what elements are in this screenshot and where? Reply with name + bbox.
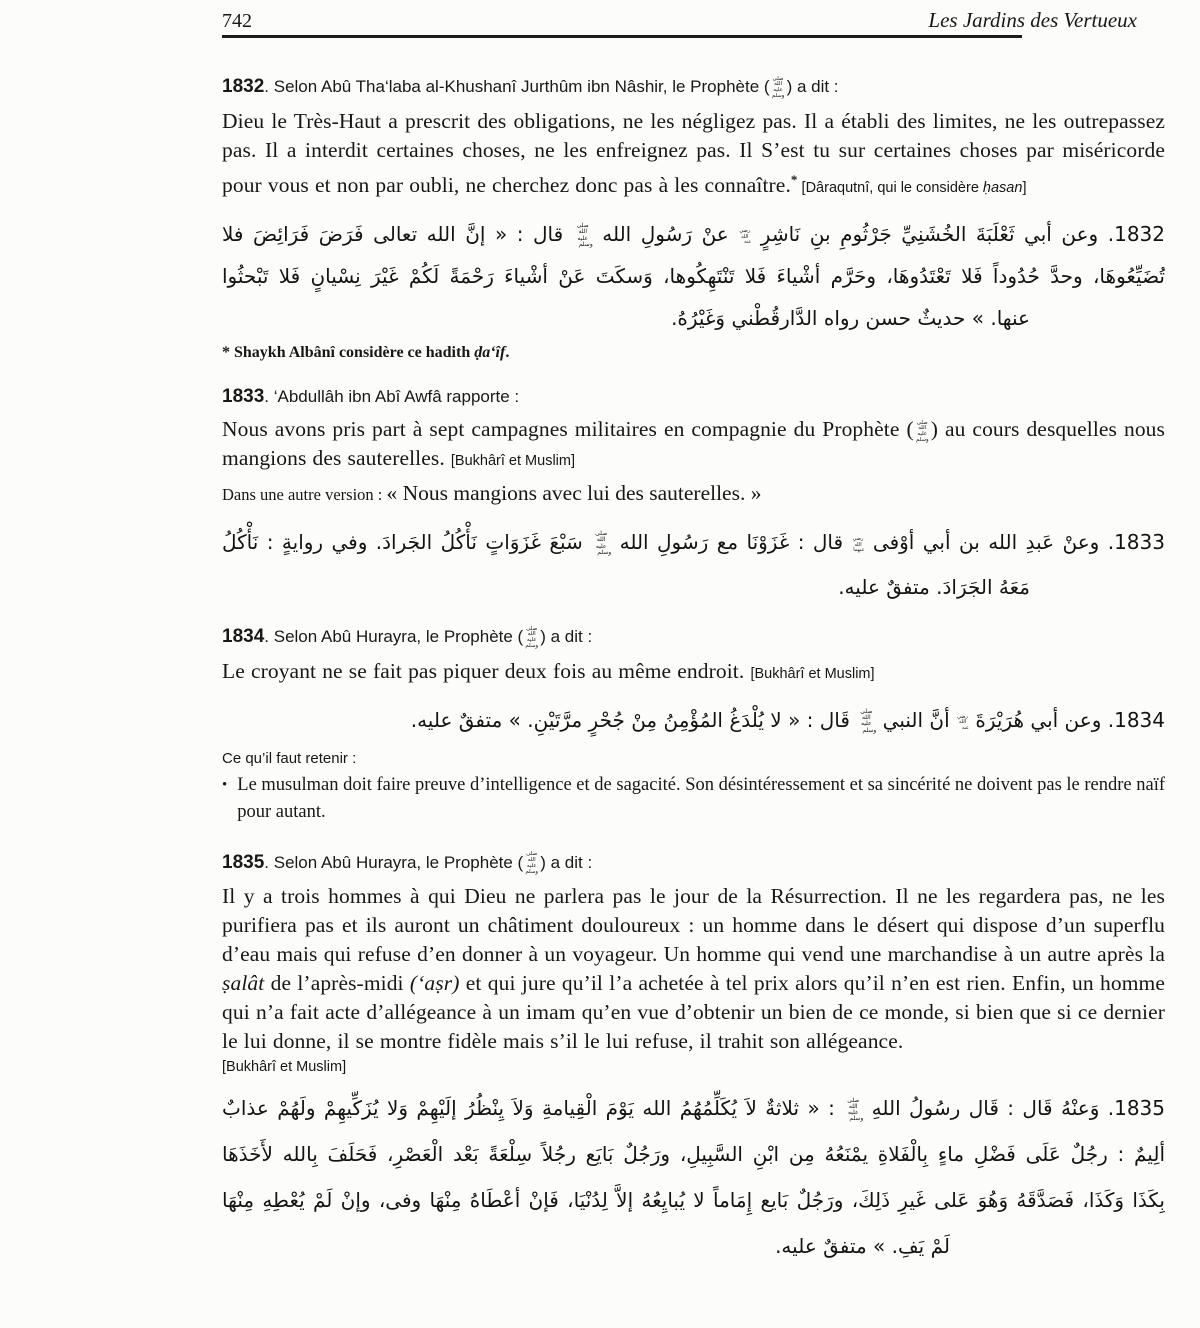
hadith-1832-number: 1832 [222,76,265,97]
radiallahu-anhu-icon: رضي الله عنه [739,228,752,245]
footnote-text: Shaykh Albânî considère ce hadith [234,343,475,361]
arabic-line [222,213,1165,255]
pbuh-calligraphy-icon: صلى الله عليه وسلم [576,222,593,248]
arabic-line [222,520,1165,565]
pbuh-calligraphy-icon: صلى الله عليه وسلم [525,851,539,875]
hadith-1835-number: 1835 [222,851,265,873]
hadith-1833-heading [222,386,1165,408]
radiallahu-anhuma-icon: رضي الله عنهما [852,536,865,553]
hadith-1835-heading [222,852,1165,876]
book-title: Les Jardins des Vertueux [928,8,1137,32]
hadith-1834-text: Le croyant ne se fait pas piquer deux fois au même endroit. [222,658,751,683]
hadith-1832-source: [Dâraqutnî, qui le considère [797,179,983,196]
arabic-text: أنَّ النبي [876,707,957,732]
pbuh-calligraphy-icon: صلى الله عليه وسلم [771,75,785,99]
footnote-reference-marker: * [790,171,798,187]
page-header [222,0,1165,33]
hadith-1833-text-end: ) au cours desquelles nous mangions des sauterelles. [222,416,1165,470]
salat-term: ṣalât [222,971,265,996]
arabic-text: بِكَذَا وَكَذَا، فَصَدَّقَهُ وَهُوَ عَلى غَيرِ ذَلِكَ، ورَجُلٌ بَايع إِمَاماً لا يُبايِعُهُ إلاَّ لِدُنْيَا، فَإنْ أعْطَاهُ مِنْهَا وفى، وإنْ لَمْ يُعْطِهِ مِنْهَا [222,1188,1165,1213]
radiallahu-anhu-icon: رضي الله عنه [957,714,970,731]
hadith-1833-arabic [222,520,1165,610]
arabic-text: ألِيمٌ : رجُلٌ عَلَى فَضْلِ ماءٍ بِالْفَلاةِ يمْنَعُهُ مِن ابْنِ السَّبِيلِ، ورَجُلٌ بَايَع رجُلاً سِلْعَةً بَعْد الْعَصْرِ، فَحَلَفَ بِالله لأَخَذَهَا [222,1142,1165,1167]
arabic-text: مَعَهُ الجَرَادَ. متفقٌ عليه. [838,574,1030,599]
hadith-1835-text-end: et qui jure qu’il l’a achetée à tel prix alors qu’il n’en est rien. Enfin, un homme qui n’a fait acte d’allégeance à un imam qu’en vue d’obtenir un bien de ce monde, si bien que si ce dernier le lui donne, il se montre fidèle mais s’il le lui refuse, il trahit son allégeance. [222,971,1165,1054]
albani-footnote [222,344,1165,362]
hadith-1834-number: 1834 [222,625,265,647]
arabic-line [222,699,1165,741]
hadith-1832-text: Dieu le Très-Haut a prescrit des obligations, ne les négligez pas. Il a établi des limites, ne les outrepassez pas. Il a interdit certaines choses, ne les enfreignez pas. Il S’est tu sur certaines choses par miséricorde pour vous et non par oubli, ne cherchez donc pas à les connaître. [222,108,1165,197]
hadith-1832-arabic [222,213,1165,339]
arabic-text: 1834. وعن أبي هُرَيْرَةَ [969,707,1165,732]
arabic-text: تُضَيِّعُوهَا، وحدَّ حُدُوداً فَلا تَعْتَدُوهَا، وحَرَّم أشْياءَ فَلا تَنْتَهِكُوها، وَسكَتَ عَنْ أشْياءَ رَحْمَةً لَكُمْ غَيْرَ نِسْيانٍ فَلا تَبْحثُوا [222,263,1165,288]
hadith-1835-source: [Bukhârî et Muslim] [222,1059,347,1076]
variant-label: Dans une autre version : [222,484,387,504]
pbuh-calligraphy-icon: صلى الله عليه وسلم [860,707,877,734]
footnote-marker: * [222,343,234,361]
hadith-1834-arabic [222,699,1165,741]
page-content [222,0,1165,1269]
hadith-1832-intro-end: ) a dit : [786,77,839,96]
hadith-1832-heading [222,76,1165,100]
hadith-1834-intro: . Selon Abû Hurayra, le Prophète ( [264,626,524,646]
hadith-1835-text: de l’après-midi [264,971,410,996]
arabic-line [222,1085,1165,1131]
arabic-text: قال : « إنَّ الله تعالى فَرَضَ فَرَائِضَ فلا [222,221,573,246]
asr-term: (‘aṣr) [409,971,460,996]
key-point-item [222,772,1165,826]
arabic-text: 1833. وعنْ عَبدِ الله بن أبي أوْفى [864,529,1165,554]
hadith-1835-arabic [222,1085,1165,1269]
header-rule [222,35,1022,38]
arabic-text: : « ثلاثةٌ لاَ يُكَلِّمُهُمُ الله يَوْمَ الْقِيامةِ وَلاَ يِنْظُرُ إلَيْهِمْ وَلا يُزَكِّيهِمْ ولَهُمْ عذابٌ [222,1096,844,1121]
arabic-line [222,297,1165,339]
hadith-1833-translation [222,415,1165,476]
hadith-1833-number: 1833 [222,385,265,407]
hadith-1833-text: Nous avons pris part à sept campagnes militaires en compagnie du Prophète ( [222,416,914,441]
pbuh-calligraphy-icon: صلى الله عليه وسلم [525,625,539,649]
arabic-text: سَبْعَ غَزَوَاتٍ نَأْكُلُ الجَرادَ. وفي روايةٍ : نَأْكُلُ [222,529,592,554]
variant-quote: « Nous mangions avec lui des sauterelles. » [386,480,762,505]
arabic-text: لَمْ يَفِ. » متفقٌ عليه. [775,1234,950,1259]
footnote-grade: ḍa‘îf [474,343,506,361]
hadith-1835-translation [222,882,1165,1056]
arabic-line [222,255,1165,297]
pbuh-calligraphy-icon: صلى الله عليه وسلم [847,1096,864,1123]
hadith-1834-source: [Bukhârî et Muslim] [750,665,875,682]
bullet-icon: • [222,776,228,793]
page-number: 742 [222,10,252,32]
hadith-1833-intro: . ‘Abdullâh ibn Abî Awfâ rapporte : [264,386,520,406]
hadith-1833-source: [Bukhârî et Muslim] [450,452,575,469]
hadith-1834-heading [222,626,1165,650]
arabic-line [222,1131,1165,1177]
hadith-1833-variant [222,479,1165,510]
hadith-1832-translation [222,107,1165,203]
hadith-1832-source-end: ] [1022,179,1027,196]
arabic-line [222,565,1165,610]
pbuh-calligraphy-icon: صلى الله عليه وسلم [595,530,612,556]
arabic-text: قال : غَزَوْنَا مع رَسُولِ الله [611,529,852,554]
hadith-1832-source-grade: ḥasan [982,179,1023,196]
arabic-text: 1835. وَعنْهُ قَال : قَال رسُولُ اللهِ [863,1096,1165,1121]
hadith-1835-text: Il y a trois hommes à qui Dieu ne parlera pas le jour de la Résurrection. Il ne les regardera pas, ne les purifiera pas et ils auront un châtiment douloureux : un homme dans le désert qui dispose d’un superflu d’eau mais qui refuse d’en donner à un voyageur. Un homme qui vend une marchandise à un autre après la [222,884,1165,967]
arabic-text: عنْ رَسُولِ الله [592,221,739,246]
hadith-1832-intro: . Selon Abû Tha‘laba al-Khushanî Jurthûm ibn Nâshir, le Prophète ( [264,77,770,96]
arabic-text: قَال : « لا يُلْدَغُ المُؤْمِنُ مِنْ جُحْرٍ مرَّتَيْنِ. » متفقٌ عليه. [410,707,857,732]
arabic-text: 1832. وعن أبي ثَعْلَبَةَ الخُشَنِيِّ جَرْثُومِ بنِ نَاشِرٍ [751,221,1165,246]
footnote-text-end: . [505,343,510,361]
hadith-1835-intro-end: ) a dit : [540,852,593,872]
arabic-text: عنها. » حديثٌ حسن رواه الدَّارقُطْني وَغَيْرُهُ. [671,305,1030,330]
arabic-line [222,1223,1165,1269]
key-point-label: Ce qu’il faut retenir : [222,749,357,767]
key-point-text: Le musulman doit faire preuve d’intelligence et de sagacité. Son désintéressement et sa sincérité ne doivent pas le rendre naïf pour autant. [237,774,1166,822]
hadith-1834-intro-end: ) a dit : [540,626,593,646]
arabic-line [222,1177,1165,1223]
hadith-1835-intro: . Selon Abû Hurayra, le Prophète ( [264,852,524,872]
pbuh-calligraphy-icon: صلى الله عليه وسلم [915,419,929,443]
hadith-1834-translation [222,657,1165,689]
